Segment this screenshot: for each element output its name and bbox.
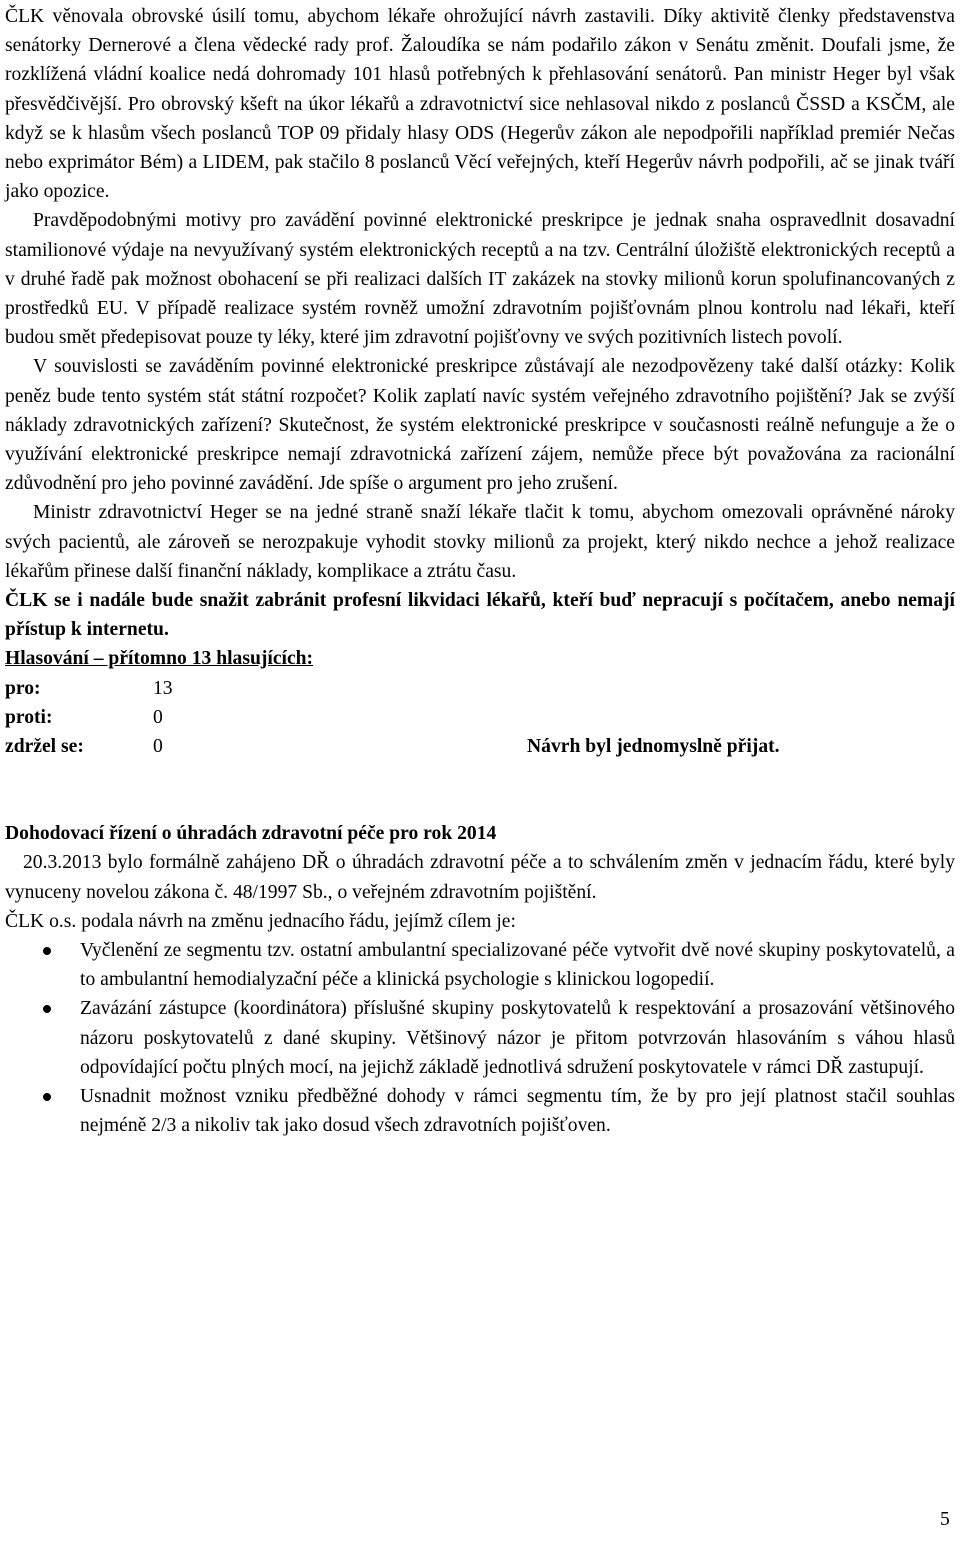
bullet-icon <box>43 1005 51 1013</box>
proposal-list <box>5 936 955 1140</box>
vote-zdrzel-label: zdržel se: <box>5 736 84 758</box>
vote-proti-value: 0 <box>153 706 163 728</box>
vote-pro-value: 13 <box>153 677 173 699</box>
vote-proti-label: proti: <box>5 706 53 728</box>
document-page <box>5 2 955 1140</box>
vote-row-zdrzel <box>5 732 955 761</box>
list-item-text: Usnadnit možnost vzniku předběžné dohody v rámci segmentu tím, že by pro její platnost stačil souhlas nejméně 2/3 a nikoliv tak jako dosud všech zdravotních pojišťoven. <box>80 1086 955 1137</box>
paragraph-2: Pravděpodobnými motivy pro zavádění povinné elektronické preskripce je jednak snaha ospravedlnit dosavadní stamilionové výdaje na nevyužívaný systém elektronických receptů a na tzv. Centrální úložiště elektronických receptů a v druhé řadě pak možnost obohacení se při realizaci dalších IT zakázek na stovky milionů korun spolufinancovaných z prostředků EU. V případě realizace systém rovněž umožní zdravotním pojišťovnám plnou kontrolu nad lékaři, kteří budou smět předepisovat pouze ty léky, které jim zdravotní pojišťovny ve svých pozitivních listech povolí. <box>5 210 955 349</box>
page-number: 5 <box>940 1509 950 1530</box>
list-item <box>5 936 955 994</box>
paragraph-4: Ministr zdravotnictví Heger se na jedné straně snaží lékaře tlačit k tomu, abychom omezovali oprávněné nároky svých pacientů, ale zároveň se nerozpakuje vyhodit stovky milionů za projekt, který nikdo nechce a jehož realizace lékařům přinese další finanční náklady, komplikace a ztrátu času. <box>5 502 955 582</box>
bullet-icon <box>43 1093 51 1101</box>
vote-pro-label: pro: <box>5 677 41 699</box>
vote-heading: Hlasování – přítomno 13 hlasujících: <box>5 648 314 670</box>
paragraph-3: V souvislosti se zaváděním povinné elektronické preskripce zůstávají ale nezodpovězeny také další otázky: Kolik peněz bude tento systém stát státní rozpočet? Kolik zaplatí navíc systém veřejného zdravotního pojištění? Jak se zvýší náklady zdravotnických zařízení? Skutečnost, že systém elektronické preskripce v současnosti reálně nefunguje a že o využívání elektronické preskripce nemají zdravotnická zařízení zájem, nemůže přece být považována za racionální zdůvodnění pro jeho povinné zavádění. Jde spíše o argument pro jeho zrušení. <box>5 356 955 495</box>
vote-row-proti <box>5 703 955 732</box>
vote-result: Návrh byl jednomyslně přijat. <box>527 736 780 758</box>
vote-zdrzel-value: 0 <box>153 736 163 758</box>
vote-row-pro <box>5 674 955 703</box>
list-item <box>5 994 955 1082</box>
section-2-title: Dohodovací řízení o úhradách zdravotní péče pro rok 2014 <box>5 823 497 845</box>
section-2-lead: ČLK o.s. podala návrh na změnu jednacího řádu, jejímž cílem je: <box>5 910 516 932</box>
section-2-intro: 20.3.2013 bylo formálně zahájeno DŘ o úhradách zdravotní péče a to schválením změn v jednacím řádu, které byly vynuceny novelou zákona č. 48/1997 Sb., o veřejném zdravotním pojištění. <box>5 852 955 903</box>
spacer <box>5 761 955 819</box>
list-item <box>5 1082 955 1140</box>
bullet-icon <box>43 947 51 955</box>
vote-block <box>5 644 955 761</box>
list-item-text: Zavázání zástupce (koordinátora) příslušné skupiny poskytovatelů k respektování a prosazování většinového názoru poskytovatelů z dané skupiny. Většinový názor je přitom potvrzován hlasováním s váhou hlasů odpovídající počtu plných mocí, na jejichž základě jednotlivá sdružení poskytovatele v rámci DŘ zastupují. <box>80 998 955 1078</box>
paragraph-1: ČLK věnovala obrovské úsilí tomu, abychom lékaře ohrožující návrh zastavili. Díky aktivitě členky představenstva senátorky Dernerové a člena vědecké rady prof. Žaloudíka se nám podařilo zákon v Senátu změnit. Doufali jsme, že rozklížená vládní koalice nedá dohromady 101 hlasů potřebných k přehlasování senátorů. Pan ministr Heger byl však přesvědčivější. Pro obrovský kšeft na úkor lékařů a zdravotnictví sice nehlasoval nikdo z poslanců ČSSD a KSČM, ale když se k hlasům všech poslanců TOP 09 přidaly hlasy ODS (Hegerův zákon ale nepodpořili například premiér Nečas nebo exprimátor Bém) a LIDEM, pak stačilo 8 poslanců Věcí veřejných, kteří Hegerův návrh podpořili, ač se jinak tváří jako opozice. <box>5 6 955 203</box>
list-item-text: Vyčlenění ze segmentu tzv. ostatní ambulantní specializované péče vytvořit dvě nové skupiny poskytovatelů, a to ambulantní hemodialyzační péče a klinická psychologie s klinickou logopedií. <box>80 940 955 991</box>
paragraph-5-bold: ČLK se i nadále bude snažit zabránit profesní likvidaci lékařů, kteří buď nepracují s počítačem, anebo nemají přístup k internetu. <box>5 590 955 641</box>
